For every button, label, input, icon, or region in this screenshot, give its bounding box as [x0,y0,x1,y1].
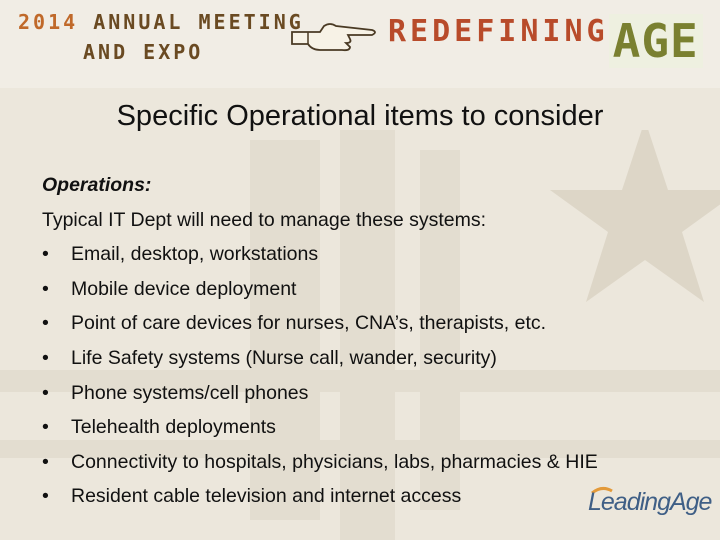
event-name [18,12,304,62]
pointing-hand-icon [290,20,378,54]
event-line1: ANNUAL MEETING [93,10,304,34]
bullet-icon: • [42,346,49,369]
bullet-icon: • [42,450,49,473]
bullet-icon: • [42,277,49,300]
intro-text: Typical IT Dept will need to manage these systems: [42,208,487,231]
bullet-icon: • [42,381,49,404]
theme-wordmark [388,14,703,68]
list-item: • Mobile device deployment [42,272,702,307]
section-label: Operations: [42,174,152,196]
event-year: 2014 [18,10,79,34]
slide-title: Specific Operational items to consider [116,100,604,132]
leadingage-logo [588,485,712,525]
list-item: • Connectivity to hospitals, physicians, labs, pharmacies & HIE [42,445,702,480]
slide-content [42,168,702,514]
event-line2: AND EXPO [83,40,204,64]
list-item: • Point of care devices for nurses, CNA’s, therapists, etc. [42,306,702,341]
theme-accent-word: AGE [609,14,703,68]
bullet-icon: • [42,485,49,508]
theme-main-word: REDEFINING [388,14,609,49]
list-item: • Life Safety systems (Nurse call, wander, security) [42,341,702,376]
list-item: • Phone systems/cell phones [42,376,702,411]
bullet-icon: • [42,243,49,266]
bullet-icon: • [42,312,49,335]
bullet-icon: • [42,416,49,439]
list-item: • Email, desktop, workstations [42,237,702,272]
logo-text: LeadingAge [588,488,712,516]
list-item: • Resident cable television and internet access [42,479,702,514]
list-item: • Telehealth deployments [42,410,702,445]
event-banner [0,0,720,88]
